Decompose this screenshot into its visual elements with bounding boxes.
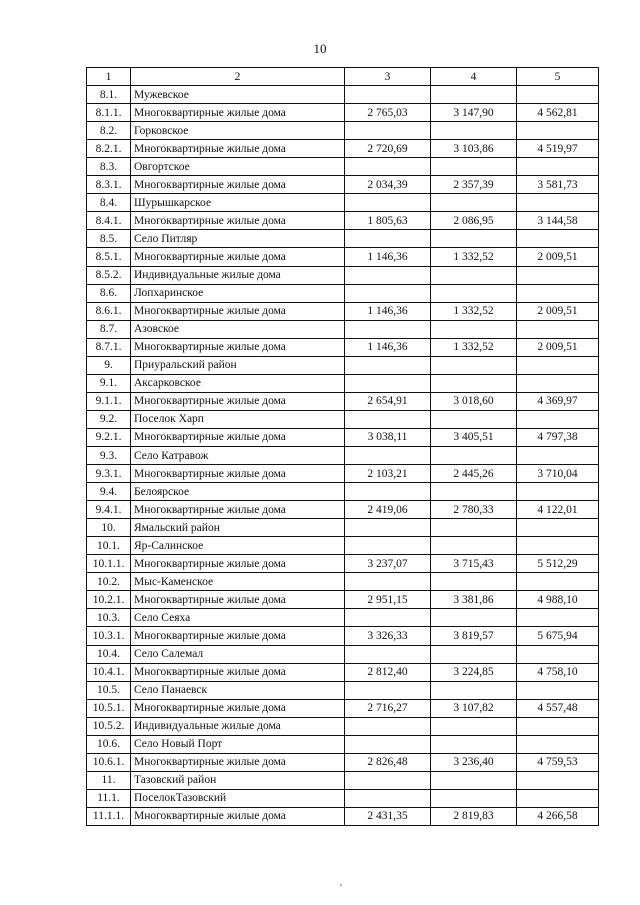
row-number-cell: 10.5.1. [87,699,131,717]
table-row [87,807,599,825]
table-row [87,302,599,320]
table-row [87,501,599,519]
table-body [87,86,599,826]
value-cell-col5 [517,483,599,501]
value-cell-col4 [431,771,517,789]
name-cell: Многоквартирные жилые дома [131,248,345,266]
value-cell-col4 [431,735,517,753]
name-cell: Горковское [131,122,345,140]
value-cell-col4: 1 332,52 [431,338,517,356]
row-number-cell: 8.1.1. [87,104,131,122]
value-cell-col5 [517,446,599,464]
table-row [87,374,599,392]
value-cell-col5 [517,735,599,753]
table-row [87,573,599,591]
row-number-cell: 9. [87,356,131,374]
value-cell-col3 [345,446,431,464]
value-cell-col4 [431,122,517,140]
header-cell: 2 [131,68,345,86]
row-number-cell: 10.1.1. [87,555,131,573]
value-cell-col3 [345,356,431,374]
name-cell: Многоквартирные жилые дома [131,663,345,681]
row-number-cell: 8.5.2. [87,266,131,284]
value-cell-col5: 4 797,38 [517,428,599,446]
name-cell: Село Питляр [131,230,345,248]
row-number-cell: 10.5. [87,681,131,699]
name-cell: Село Катравож [131,446,345,464]
row-number-cell: 8.3. [87,158,131,176]
table-row [87,104,599,122]
value-cell-col4 [431,789,517,807]
table-row [87,717,599,735]
table-row [87,86,599,104]
value-cell-col4 [431,573,517,591]
value-cell-col3: 2 812,40 [345,663,431,681]
table-row [87,645,599,663]
row-number-cell: 8.2. [87,122,131,140]
row-number-cell: 8.5. [87,230,131,248]
value-cell-col3 [345,122,431,140]
row-number-cell: 9.2.1. [87,428,131,446]
row-number-cell: 9.2. [87,410,131,428]
value-cell-col5 [517,284,599,302]
value-cell-col3 [345,537,431,555]
value-cell-col3 [345,681,431,699]
name-cell: Многоквартирные жилые дома [131,176,345,194]
value-cell-col3 [345,789,431,807]
value-cell-col5 [517,717,599,735]
value-cell-col4: 1 332,52 [431,302,517,320]
value-cell-col3: 1 146,36 [345,338,431,356]
name-cell: Тазовский район [131,771,345,789]
name-cell: Многоквартирные жилые дома [131,807,345,825]
value-cell-col5 [517,609,599,627]
table-row [87,609,599,627]
value-cell-col4: 2 819,83 [431,807,517,825]
name-cell: Многоквартирные жилые дома [131,392,345,410]
name-cell: Село Панаевск [131,681,345,699]
value-cell-col3: 2 720,69 [345,140,431,158]
value-cell-col3: 2 103,21 [345,465,431,483]
value-cell-col5 [517,789,599,807]
value-cell-col5: 4 557,48 [517,699,599,717]
value-cell-col3 [345,573,431,591]
value-cell-col5: 5 512,29 [517,555,599,573]
name-cell: Белоярское [131,483,345,501]
table-row [87,230,599,248]
table-row [87,392,599,410]
value-cell-col5 [517,158,599,176]
row-number-cell: 10.3. [87,609,131,627]
value-cell-col4 [431,230,517,248]
value-cell-col3 [345,374,431,392]
name-cell: Индивидуальные жилые дома [131,266,345,284]
row-number-cell: 11. [87,771,131,789]
value-cell-col4: 2 445,26 [431,465,517,483]
table-row [87,248,599,266]
name-cell: Многоквартирные жилые дома [131,555,345,573]
name-cell: Мужевское [131,86,345,104]
header-cell: 3 [345,68,431,86]
name-cell: Многоквартирные жилые дома [131,465,345,483]
value-cell-col5 [517,320,599,338]
value-cell-col3: 3 237,07 [345,555,431,573]
value-cell-col4 [431,681,517,699]
row-number-cell: 10.2. [87,573,131,591]
name-cell: Село Сеяха [131,609,345,627]
row-number-cell: 9.4.1. [87,501,131,519]
value-cell-col4: 3 381,86 [431,591,517,609]
value-cell-col3: 2 716,27 [345,699,431,717]
name-cell: Многоквартирные жилые дома [131,140,345,158]
name-cell: Село Новый Порт [131,735,345,753]
table-row [87,753,599,771]
value-cell-col3 [345,86,431,104]
table-row [87,627,599,645]
row-number-cell: 8.4. [87,194,131,212]
header-row [87,68,599,86]
row-number-cell: 8.4.1. [87,212,131,230]
value-cell-col5: 4 519,97 [517,140,599,158]
value-cell-col4: 3 405,51 [431,428,517,446]
value-cell-col4: 2 780,33 [431,501,517,519]
row-number-cell: 9.1. [87,374,131,392]
value-cell-col4 [431,519,517,537]
row-number-cell: 8.7. [87,320,131,338]
value-cell-col3 [345,410,431,428]
value-cell-col5: 3 581,73 [517,176,599,194]
name-cell: Село Салемал [131,645,345,663]
name-cell: Шурышкарское [131,194,345,212]
value-cell-col5 [517,410,599,428]
price-table [86,67,599,826]
value-cell-col4 [431,284,517,302]
value-cell-col4: 3 236,40 [431,753,517,771]
row-number-cell: 9.3. [87,446,131,464]
row-number-cell: 8.5.1. [87,248,131,266]
table-row [87,519,599,537]
table-row [87,266,599,284]
value-cell-col3 [345,771,431,789]
name-cell: Аксарковское [131,374,345,392]
value-cell-col5: 3 144,58 [517,212,599,230]
value-cell-col5 [517,230,599,248]
table-row [87,212,599,230]
value-cell-col4 [431,645,517,663]
table-row [87,483,599,501]
value-cell-col3: 2 034,39 [345,176,431,194]
name-cell: Многоквартирные жилые дома [131,753,345,771]
table-row [87,681,599,699]
value-cell-col4: 3 224,85 [431,663,517,681]
table-row [87,699,599,717]
value-cell-col5 [517,681,599,699]
value-cell-col5: 4 562,81 [517,104,599,122]
value-cell-col4: 3 819,57 [431,627,517,645]
value-cell-col3: 2 951,15 [345,591,431,609]
value-cell-col5: 4 758,10 [517,663,599,681]
value-cell-col5: 4 369,97 [517,392,599,410]
table-row [87,158,599,176]
header-cell: 1 [87,68,131,86]
row-number-cell: 9.1.1. [87,392,131,410]
value-cell-col5: 4 122,01 [517,501,599,519]
value-cell-col4 [431,410,517,428]
name-cell: Многоквартирные жилые дома [131,104,345,122]
value-cell-col4 [431,483,517,501]
value-cell-col3: 3 038,11 [345,428,431,446]
value-cell-col3: 2 654,91 [345,392,431,410]
value-cell-col3: 1 805,63 [345,212,431,230]
row-number-cell: 9.3.1. [87,465,131,483]
row-number-cell: 10. [87,519,131,537]
value-cell-col5 [517,537,599,555]
value-cell-col5 [517,573,599,591]
row-number-cell: 10.1. [87,537,131,555]
value-cell-col4: 3 715,43 [431,555,517,573]
name-cell: Приуральский район [131,356,345,374]
value-cell-col4 [431,86,517,104]
name-cell: Многоквартирные жилые дома [131,591,345,609]
value-cell-col3: 2 431,35 [345,807,431,825]
name-cell: Многоквартирные жилые дома [131,428,345,446]
value-cell-col4: 2 357,39 [431,176,517,194]
table-row [87,410,599,428]
value-cell-col4: 1 332,52 [431,248,517,266]
table-row [87,537,599,555]
row-number-cell: 10.2.1. [87,591,131,609]
row-number-cell: 8.1. [87,86,131,104]
value-cell-col3 [345,519,431,537]
table-row [87,735,599,753]
table-row [87,284,599,302]
value-cell-col3 [345,266,431,284]
value-cell-col4 [431,266,517,284]
table-row [87,320,599,338]
value-cell-col5: 2 009,51 [517,248,599,266]
value-cell-col5 [517,771,599,789]
row-number-cell: 8.2.1. [87,140,131,158]
name-cell: Индивидуальные жилые дома [131,717,345,735]
table-row [87,356,599,374]
table-row [87,338,599,356]
value-cell-col5: 4 759,53 [517,753,599,771]
row-number-cell: 10.6. [87,735,131,753]
header-cell: 5 [517,68,599,86]
value-cell-col3 [345,320,431,338]
value-cell-col3 [345,194,431,212]
row-number-cell: 9.4. [87,483,131,501]
value-cell-col4 [431,717,517,735]
name-cell: Яр-Салинское [131,537,345,555]
value-cell-col5 [517,519,599,537]
table-row [87,771,599,789]
value-cell-col3: 3 326,33 [345,627,431,645]
row-number-cell: 11.1. [87,789,131,807]
table-row [87,663,599,681]
value-cell-col3: 1 146,36 [345,248,431,266]
value-cell-col5: 2 009,51 [517,302,599,320]
name-cell: Многоквартирные жилые дома [131,501,345,519]
value-cell-col4 [431,609,517,627]
value-cell-col5: 4 988,10 [517,591,599,609]
value-cell-col3 [345,483,431,501]
value-cell-col3 [345,645,431,663]
value-cell-col4: 3 103,86 [431,140,517,158]
name-cell: Многоквартирные жилые дома [131,212,345,230]
table-row [87,176,599,194]
row-number-cell: 10.6.1. [87,753,131,771]
value-cell-col4 [431,158,517,176]
name-cell: Многоквартирные жилые дома [131,338,345,356]
table-row [87,555,599,573]
name-cell: Мыс-Каменское [131,573,345,591]
value-cell-col3: 1 146,36 [345,302,431,320]
value-cell-col4 [431,374,517,392]
value-cell-col5: 4 266,58 [517,807,599,825]
value-cell-col3: 2 765,03 [345,104,431,122]
value-cell-col3 [345,284,431,302]
value-cell-col5 [517,122,599,140]
value-cell-col4 [431,537,517,555]
value-cell-col4: 3 147,90 [431,104,517,122]
row-number-cell: 10.4. [87,645,131,663]
table-row [87,446,599,464]
header-cell: 4 [431,68,517,86]
value-cell-col5: 5 675,94 [517,627,599,645]
table-row [87,140,599,158]
scan-speck [340,884,342,886]
row-number-cell: 8.7.1. [87,338,131,356]
value-cell-col4: 2 086,95 [431,212,517,230]
name-cell: ПоселокТазовский [131,789,345,807]
value-cell-col5 [517,645,599,663]
value-cell-col4 [431,320,517,338]
table-row [87,591,599,609]
row-number-cell: 10.5.2. [87,717,131,735]
value-cell-col5 [517,266,599,284]
value-cell-col4 [431,446,517,464]
value-cell-col5 [517,86,599,104]
value-cell-col5: 2 009,51 [517,338,599,356]
row-number-cell: 10.3.1. [87,627,131,645]
table-row [87,789,599,807]
table-row [87,465,599,483]
name-cell: Лопхаринское [131,284,345,302]
value-cell-col5 [517,374,599,392]
name-cell: Ямальский район [131,519,345,537]
value-cell-col4: 3 107,82 [431,699,517,717]
value-cell-col3 [345,230,431,248]
name-cell: Овгортское [131,158,345,176]
value-cell-col4: 3 018,60 [431,392,517,410]
row-number-cell: 11.1.1. [87,807,131,825]
value-cell-col3 [345,609,431,627]
table-row [87,194,599,212]
value-cell-col5 [517,194,599,212]
row-number-cell: 8.6. [87,284,131,302]
value-cell-col3: 2 419,06 [345,501,431,519]
value-cell-col5: 3 710,04 [517,465,599,483]
value-cell-col3 [345,735,431,753]
value-cell-col4 [431,356,517,374]
value-cell-col5 [517,356,599,374]
name-cell: Многоквартирные жилые дома [131,627,345,645]
name-cell: Азовское [131,320,345,338]
row-number-cell: 8.3.1. [87,176,131,194]
row-number-cell: 10.4.1. [87,663,131,681]
name-cell: Поселок Харп [131,410,345,428]
name-cell: Многоквартирные жилые дома [131,699,345,717]
name-cell: Многоквартирные жилые дома [131,302,345,320]
value-cell-col3 [345,717,431,735]
value-cell-col3 [345,158,431,176]
table-row [87,428,599,446]
value-cell-col4 [431,194,517,212]
value-cell-col3: 2 826,48 [345,753,431,771]
table-row [87,122,599,140]
row-number-cell: 8.6.1. [87,302,131,320]
page-number: 10 [313,41,327,56]
